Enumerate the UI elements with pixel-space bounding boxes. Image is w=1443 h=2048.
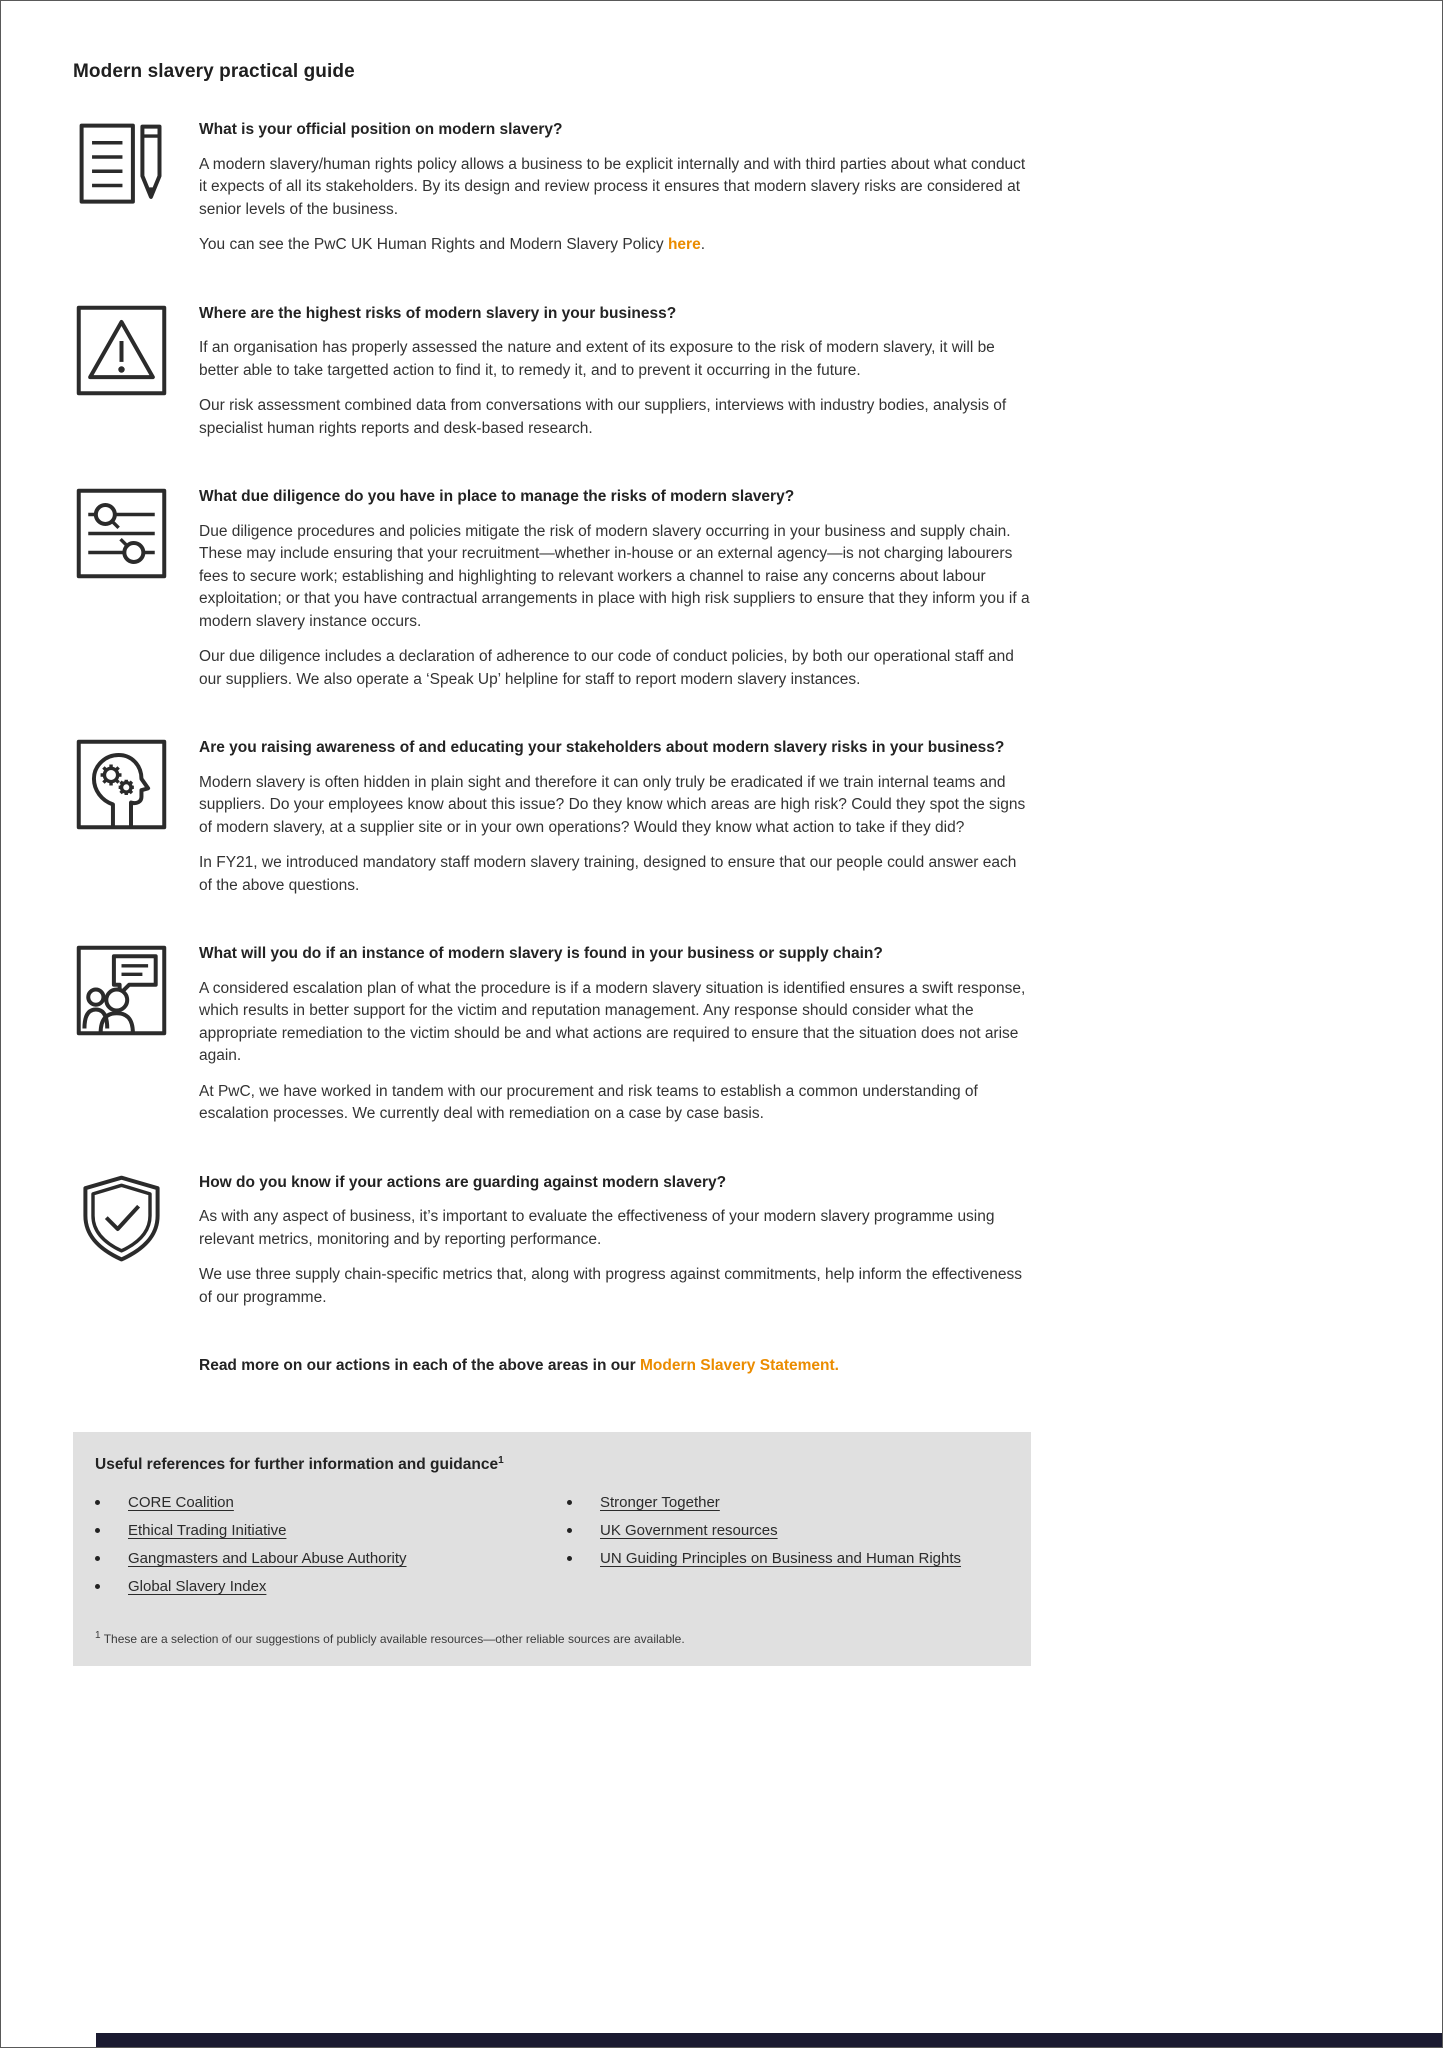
sliders-magnifier-icon: [73, 486, 169, 691]
section-awareness: [73, 737, 1031, 897]
references-column-left: [95, 1494, 567, 1606]
references-column-right: [567, 1494, 1005, 1606]
section-text: [199, 119, 1031, 257]
reference-link-global-slavery-index[interactable]: Global Slavery Index: [128, 1577, 267, 1595]
sliders-magnifier-icon: [74, 486, 169, 581]
references-heading-text: Useful references for further information and guidance: [95, 1455, 499, 1473]
section-paragraph: If an organisation has properly assessed the nature and extent of its exposure to the risk of modern slavery, it will be better able to take targetted action to find it, to remedy it, and to prevent it occurring in the future.: [199, 339, 995, 379]
list-item: [567, 1522, 1005, 1539]
footnote-superscript: 1: [95, 1629, 101, 1641]
section-due-diligence: [73, 486, 1031, 691]
section-heading: How do you know if your actions are guarding against modern slavery?: [199, 1173, 727, 1191]
section-paragraph: Our risk assessment combined data from conversations with our suppliers, interviews with industry bodies, analysis of specialist human rights reports and desk-based research.: [199, 397, 1007, 437]
references-heading: [95, 1456, 1005, 1474]
section-paragraph: In FY21, we introduced mandatory staff modern slavery training, designed to ensure that our people could answer each of the above questions.: [199, 854, 1017, 894]
section-metrics: [73, 1172, 1031, 1310]
closing-text: Read more on our actions in each of the above areas in our: [199, 1357, 640, 1375]
section-text: [199, 303, 1031, 441]
section-heading: What will you do if an instance of modern slavery is found in your business or supply chain?: [199, 945, 883, 963]
list-item: [95, 1522, 567, 1539]
link-sentence-after: .: [700, 236, 706, 254]
section-official-position: [73, 119, 1031, 257]
footer-bar: [96, 2033, 1442, 2047]
section-heading: What is your official position on modern slavery?: [199, 121, 563, 138]
list-item: [95, 1578, 567, 1595]
section-text: [199, 943, 1031, 1126]
bullet-icon: [95, 1528, 100, 1533]
reference-link-un-guiding-principles[interactable]: UN Guiding Principles on Business and Human Rights: [600, 1549, 962, 1567]
reference-link-core-coalition[interactable]: CORE Coalition: [128, 1493, 234, 1511]
section-paragraph: A considered escalation plan of what the procedure is if a modern slavery situation is identified ensures a swift response, which results in better support for the victim and reputation management. Any response should consider what the appropriate remediation to the victim should be and what actions are required to ensure that the situation does not arise again.: [199, 979, 1026, 1065]
footnote-text: These are a selection of our suggestions of publicly available resources—other reliable sources are available.: [103, 1631, 685, 1646]
page-title: Modern slavery practical guide: [73, 61, 355, 82]
shield-check-icon: [74, 1172, 169, 1267]
section-heading: Are you raising awareness of and educating your stakeholders about modern slavery risks in your business?: [199, 739, 1005, 757]
closing-statement: [199, 1355, 1031, 1377]
section-text: [199, 737, 1031, 897]
bullet-icon: [567, 1556, 572, 1561]
head-gears-icon: [74, 737, 169, 832]
people-speech-icon: [73, 943, 169, 1126]
section-paragraph: As with any aspect of business, it’s important to evaluate the effectiveness of your modern slavery programme using relevant metrics, monitoring and by reporting performance.: [199, 1208, 995, 1248]
bullet-icon: [95, 1556, 100, 1561]
section-paragraph: A modern slavery/human rights policy allows a business to be explicit internally and with third parties about what conduct it expects of all its stakeholders. By its design and review process it ensures that modern slavery risks are considered at senior levels of the business.: [199, 155, 1026, 218]
policy-here-link[interactable]: here: [667, 236, 701, 254]
section-heading: What due diligence do you have in place to manage the risks of modern slavery?: [199, 488, 795, 506]
list-item: [95, 1550, 567, 1567]
section-paragraph: Modern slavery is often hidden in plain sight and therefore it can only truly be eradicated if we train internal teams and suppliers. Do your employees know about this issue? Do they know which areas are high risk? Could they spot the signs of modern slavery, at a supplier site or in your own operations? Would they know what action to take if they did?: [199, 773, 1026, 836]
bullet-icon: [567, 1528, 572, 1533]
shield-check-icon: [73, 1172, 169, 1310]
references-footnote: [95, 1629, 1005, 1646]
reference-link-stronger-together[interactable]: Stronger Together: [600, 1493, 720, 1511]
section-text: [199, 486, 1031, 691]
modern-slavery-statement-link[interactable]: Modern Slavery Statement.: [640, 1357, 839, 1375]
bullet-icon: [95, 1500, 100, 1505]
reference-link-uk-government-resources[interactable]: UK Government resources: [600, 1521, 778, 1539]
section-paragraph: Due diligence procedures and policies mitigate the risk of modern slavery occurring in your business and supply chain. These may include ensuring that your recruitment—whether in-house or an external agency—is not charging labourers fees to secure work; establishing and highlighting to relevant workers a channel to raise any concerns about labour exploitation; or that you have contractual arrangements in place with high risk suppliers to ensure that they inform you if a modern slavery instance occurs.: [199, 522, 1030, 630]
section-highest-risks: [73, 303, 1031, 441]
warning-triangle-icon: [74, 303, 169, 398]
references-heading-superscript: 1: [498, 1454, 504, 1466]
bullet-icon: [567, 1500, 572, 1505]
list-item: [95, 1494, 567, 1511]
section-escalation: [73, 943, 1031, 1126]
head-gears-icon: [73, 737, 169, 897]
reference-link-ethical-trading-initiative[interactable]: Ethical Trading Initiative: [128, 1521, 287, 1539]
reference-link-gangmasters-authority[interactable]: Gangmasters and Labour Abuse Authority: [128, 1549, 407, 1567]
bullet-icon: [95, 1584, 100, 1589]
section-paragraph: Our due diligence includes a declaration of adherence to our code of conduct policies, by both our operational staff and our suppliers. We also operate a ‘Speak Up’ helpline for staff to report modern slavery instances.: [199, 648, 1014, 688]
section-paragraph: [199, 234, 1031, 256]
section-paragraph: At PwC, we have worked in tandem with our procurement and risk teams to establish a common understanding of escalation processes. We currently deal with remediation on a case by case basis.: [199, 1082, 978, 1123]
references-box: [73, 1432, 1031, 1666]
section-text: [199, 1172, 1031, 1310]
warning-triangle-icon: [73, 303, 169, 441]
link-sentence-before: You can see the PwC UK Human Rights and Modern Slavery Policy: [199, 236, 668, 254]
people-speech-icon: [74, 943, 169, 1038]
references-columns: [95, 1494, 1005, 1606]
document-pen-icon: [74, 119, 169, 214]
document-pen-icon: [73, 119, 169, 257]
section-paragraph: We use three supply chain-specific metrics that, along with progress against commitments, help inform the effectiveness of our programme.: [199, 1266, 1023, 1306]
list-item: [567, 1550, 1005, 1567]
section-heading: Where are the highest risks of modern slavery in your business?: [199, 304, 677, 322]
list-item: [567, 1494, 1005, 1511]
